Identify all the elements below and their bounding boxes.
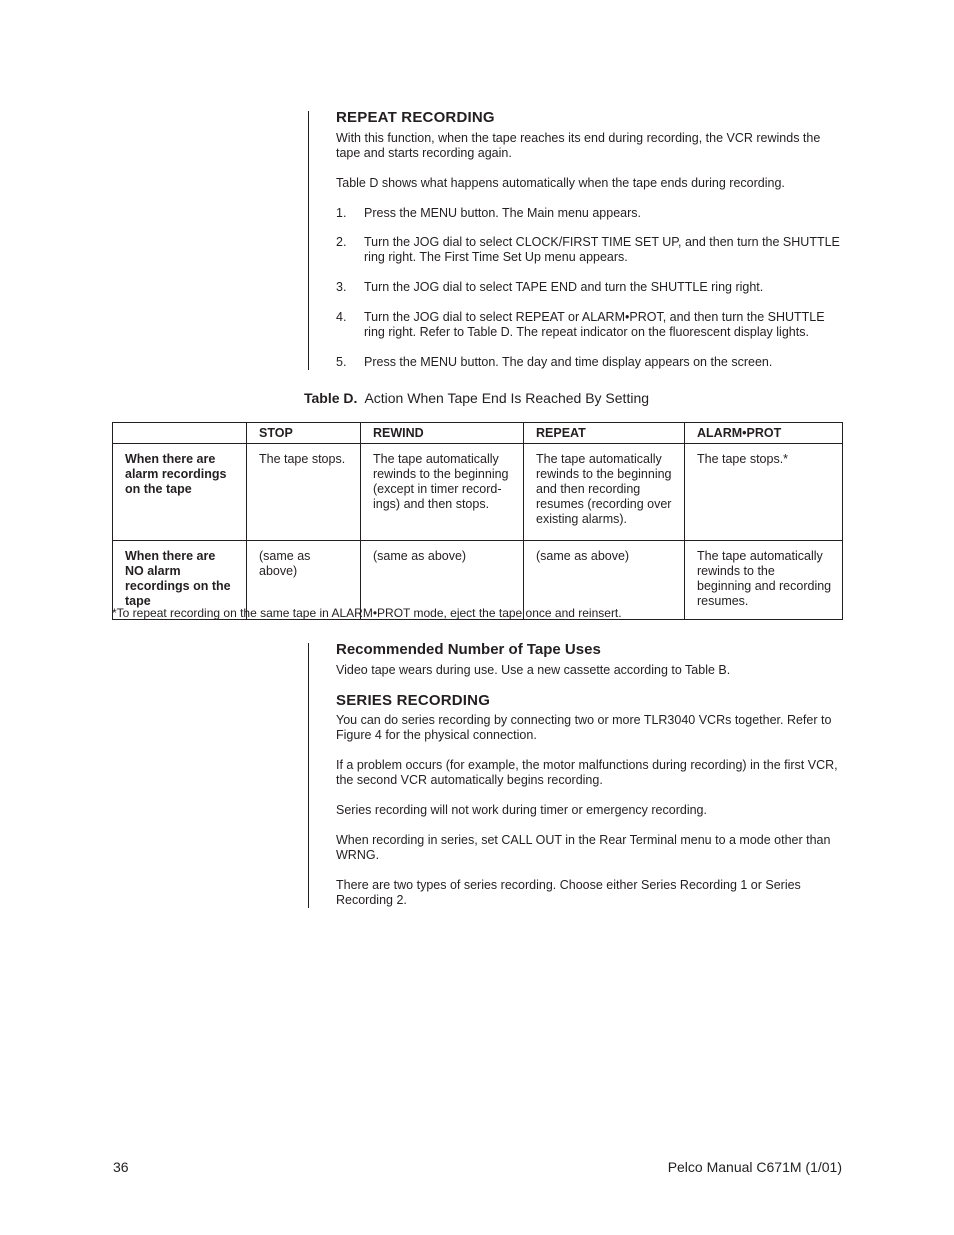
table-cell: (same as above) [524, 541, 685, 620]
step-text: Turn the JOG dial to select TAPE END and turn the SHUTTLE ring right. [364, 280, 764, 294]
repeat-recording-heading: REPEAT RECORDING [336, 109, 495, 126]
recommended-paragraph: Video tape wears during use. Use a new cassette according to Table B. [336, 663, 731, 677]
series-paragraph: When recording in series, set CALL OUT in the Rear Terminal menu to a mode other than WRNG. [336, 833, 831, 862]
series-paragraph: Series recording will not work during timer or emergency recording. [336, 803, 707, 817]
step-number: 3. [336, 280, 347, 294]
table-d-caption-text: Action When Tape End Is Reached By Setting [364, 390, 650, 406]
table-cell: The tape stops. [247, 444, 361, 541]
step-5 [336, 355, 846, 370]
series-paragraph: If a problem occurs (for example, the motor malfunctions during recording) in the first VCR, the second VCR automatically begins recording. [336, 758, 838, 787]
table-header-rewind: REWIND [361, 423, 524, 444]
table-header-stop: STOP [247, 423, 361, 444]
table-cell: The tape automatically rewinds to the beginning (except in timer record-ings) and then stops. [361, 444, 524, 541]
table-cell: The tape automatically rewinds to the beginning and then recording resumes (recording over existing alarms). [524, 444, 685, 541]
step-3 [336, 280, 846, 295]
step-1 [336, 206, 846, 221]
table-cell: (same as above) [361, 541, 524, 620]
step-number: 4. [336, 310, 347, 324]
row-label: When there are NO alarm recordings on the tape [113, 541, 247, 620]
table-d-caption-label: Table D. [304, 390, 358, 406]
table-header-repeat: REPEAT [524, 423, 685, 444]
row-label: When there are alarm recordings on the tape [113, 444, 247, 541]
series-paragraph: There are two types of series recording. Choose either Series Recording 1 or Series Recording 2. [336, 878, 801, 907]
step-text: Turn the JOG dial to select CLOCK/FIRST TIME SET UP, and then turn the SHUTTLE ring right. The First Time Set Up menu appears. [364, 235, 840, 264]
series-paragraph: You can do series recording by connecting two or more TLR3040 VCRs together. Refer to Figure 4 for the physical connection. [336, 713, 832, 742]
step-number: 1. [336, 206, 347, 220]
step-text: Turn the JOG dial to select REPEAT or ALARM•PROT, and then turn the SHUTTLE ring right. Refer to Table D. The repeat indicator on the fluorescent display lights. [364, 310, 825, 339]
table-d-caption [304, 390, 649, 406]
table-header-blank [113, 423, 247, 444]
section-rule-repeat [308, 111, 309, 370]
table-row [113, 444, 843, 541]
step-2 [336, 235, 846, 265]
table-cell: The tape automatically rewinds to the beginning and recording resumes. [685, 541, 843, 620]
step-number: 2. [336, 235, 347, 249]
recommended-heading: Recommended Number of Tape Uses [336, 641, 601, 658]
table-cell: (same as above) [247, 541, 361, 620]
series-recording-heading: SERIES RECORDING [336, 692, 491, 709]
table-cell: The tape stops.* [685, 444, 843, 541]
step-4 [336, 310, 846, 340]
repeat-intro-paragraph: With this function, when the tape reaches its end during recording, the VCR rewinds the tape and starts recording again. [336, 131, 821, 160]
table-reference-paragraph: Table D shows what happens automatically when the tape ends during recording. [336, 176, 785, 190]
step-text: Press the MENU button. The Main menu appears. [364, 206, 641, 220]
manual-footer-title: Pelco Manual C671M (1/01) [667, 1159, 842, 1175]
section-rule-series [308, 643, 309, 908]
page-number: 36 [113, 1159, 129, 1175]
table-footnote: *To repeat recording on the same tape in ALARM•PROT mode, eject the tape once and reinsert. [112, 606, 622, 620]
table-header-row [113, 423, 843, 444]
step-text: Press the MENU button. The day and time display appears on the screen. [364, 355, 773, 369]
table-d [112, 422, 843, 620]
table-header-alarm-prot: ALARM•PROT [685, 423, 843, 444]
step-number: 5. [336, 355, 347, 369]
